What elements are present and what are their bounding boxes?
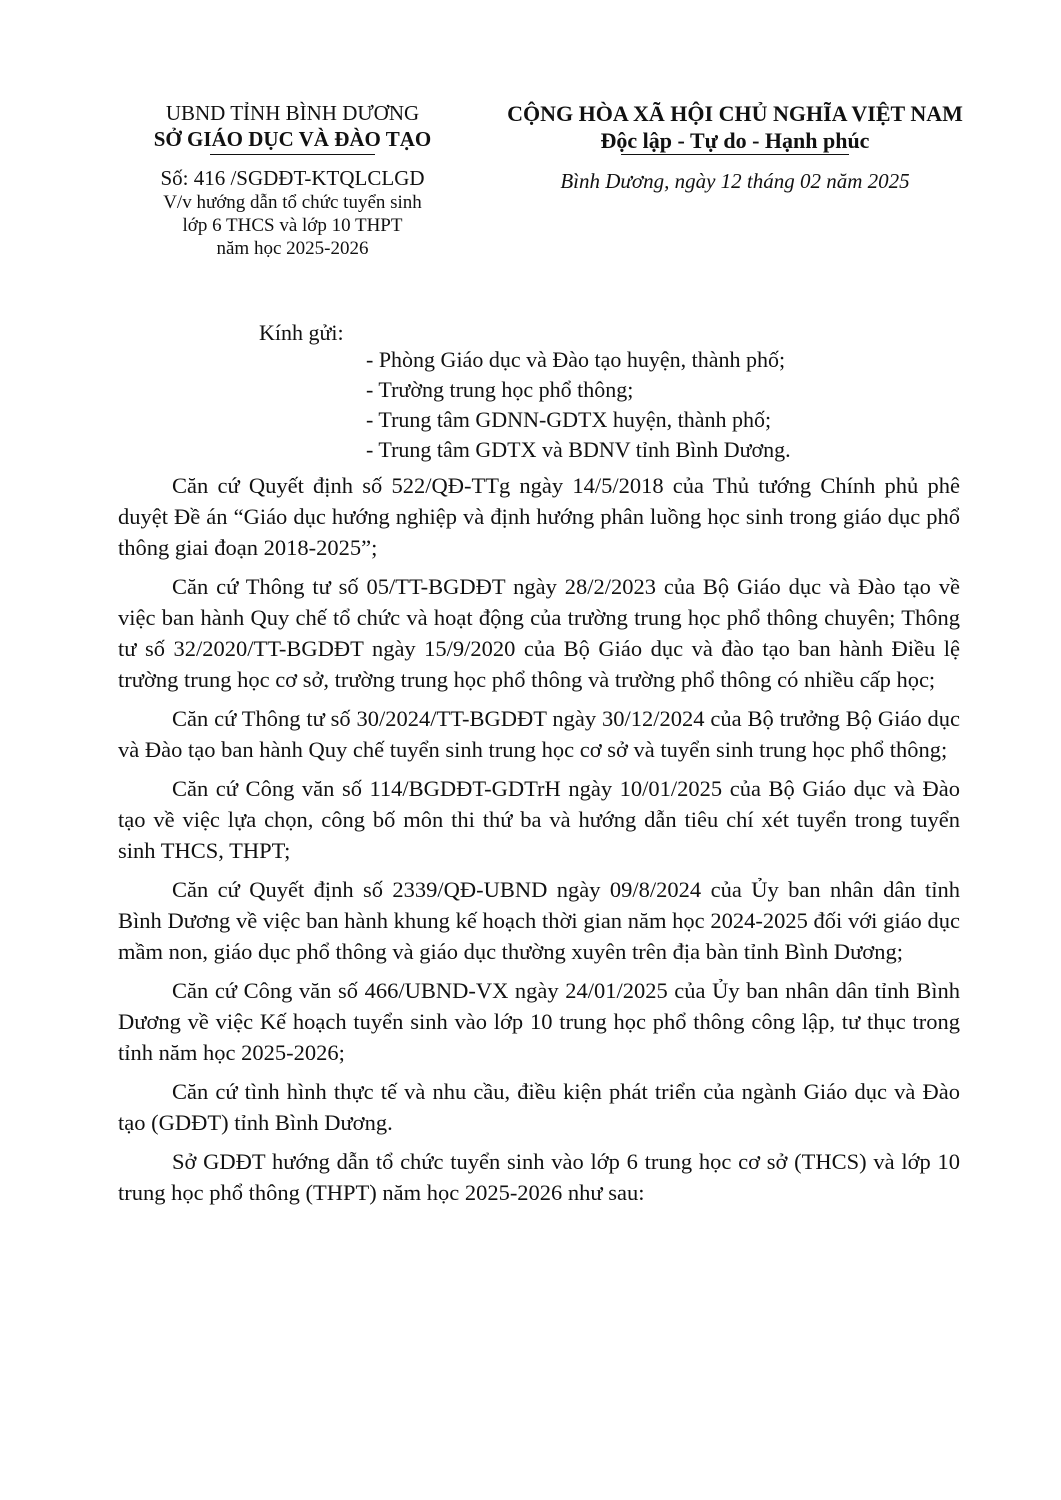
subject-line-3: năm học 2025-2026 bbox=[216, 238, 369, 259]
document-date: Bình Dương, ngày 12 tháng 02 năm 2025 bbox=[560, 169, 910, 193]
body-paragraph: Căn cứ tình hình thực tế và nhu cầu, điều kiện phát triển của ngành Giáo dục và Đào tạo (GDĐT) tỉnh Bình Dương. bbox=[118, 1079, 960, 1135]
issuer-department: SỞ GIÁO DỤC VÀ ĐÀO TẠO bbox=[153, 127, 432, 151]
document-number: Số: 416 /SGDĐT-KTQLCLGD bbox=[160, 166, 425, 190]
document-body bbox=[118, 470, 960, 1216]
recipient-item: - Trung tâm GDNN-GDTX huyện, thành phố; bbox=[366, 407, 772, 432]
body-paragraph: Căn cứ Công văn số 114/BGDĐT-GDTrH ngày 10/01/2025 của Bộ Giáo dục và Đào tạo về việc lựa chọn, công bố môn thi thứ ba và hướng dẫn tiêu chí xét tuyển trong tuyển sinh THCS, THPT; bbox=[118, 776, 960, 863]
recipient-item: - Trung tâm GDTX và BDNV tỉnh Bình Dương. bbox=[366, 437, 791, 462]
national-title: CỘNG HÒA XÃ HỘI CHỦ NGHĨA VIỆT NAM bbox=[507, 101, 963, 126]
subject-line-2: lớp 6 THCS và lớp 10 THPT bbox=[182, 215, 403, 236]
issuer-underline bbox=[210, 154, 375, 155]
national-motto: Độc lập - Tự do - Hạnh phúc bbox=[600, 128, 870, 153]
recipients-label: Kính gửi: bbox=[259, 320, 344, 345]
recipient-item: - Phòng Giáo dục và Đào tạo huyện, thành phố; bbox=[366, 347, 786, 372]
recipient-item: - Trường trung học phổ thông; bbox=[366, 377, 634, 402]
body-paragraph: Căn cứ Quyết định số 522/QĐ-TTg ngày 14/5/2018 của Thủ tướng Chính phủ phê duyệt Đề án “Giáo dục hướng nghiệp và định hướng phân luồng học sinh trong giáo dục phổ thông giai đoạn 2018-2025”; bbox=[118, 473, 960, 560]
national-header bbox=[480, 100, 990, 194]
issuer-block bbox=[100, 100, 485, 260]
subject-line-1: V/v hướng dẫn tổ chức tuyển sinh bbox=[163, 192, 422, 213]
body-paragraph: Căn cứ Thông tư số 05/TT-BGDĐT ngày 28/2/2023 của Bộ Giáo dục và Đào tạo về việc ban hành Quy chế tổ chức và hoạt động của trường trung học phổ thông chuyên; Thông tư số 32/2020/TT-BGDĐT ngày 15/9/2020 của Bộ Giáo dục và đào tạo ban hành Điều lệ trường trung học cơ sở, trường trung học phổ thông và trường phổ thông có nhiều cấp học; bbox=[118, 574, 960, 692]
issuer-province: UBND TỈNH BÌNH DƯƠNG bbox=[165, 101, 420, 125]
body-paragraph: Căn cứ Thông tư số 30/2024/TT-BGDĐT ngày 30/12/2024 của Bộ trưởng Bộ Giáo dục và Đào tạo ban hành Quy chế tuyển sinh trung học cơ sở và tuyển sinh trung học phổ thông; bbox=[118, 706, 960, 762]
body-paragraph: Sở GDĐT hướng dẫn tổ chức tuyển sinh vào lớp 6 trung học cơ sở (THCS) và lớp 10 trung học phổ thông (THPT) năm học 2025-2026 như sau: bbox=[118, 1149, 960, 1205]
body-paragraph: Căn cứ Công văn số 466/UBND-VX ngày 24/01/2025 của Ủy ban nhân dân tỉnh Bình Dương về việc Kế hoạch tuyển sinh vào lớp 10 trung học phổ thông công lập, tư thục trong tỉnh năm học 2025-2026; bbox=[118, 978, 960, 1065]
body-paragraph: Căn cứ Quyết định số 2339/QĐ-UBND ngày 09/8/2024 của Ủy ban nhân dân tỉnh Bình Dương về việc ban hành khung kế hoạch thời gian năm học 2024-2025 đối với giáo dục mầm non, giáo dục phổ thông và giáo dục thường xuyên trên địa bàn tỉnh Bình Dương; bbox=[118, 877, 960, 964]
motto-underline bbox=[621, 154, 849, 155]
recipients-list bbox=[366, 345, 791, 465]
